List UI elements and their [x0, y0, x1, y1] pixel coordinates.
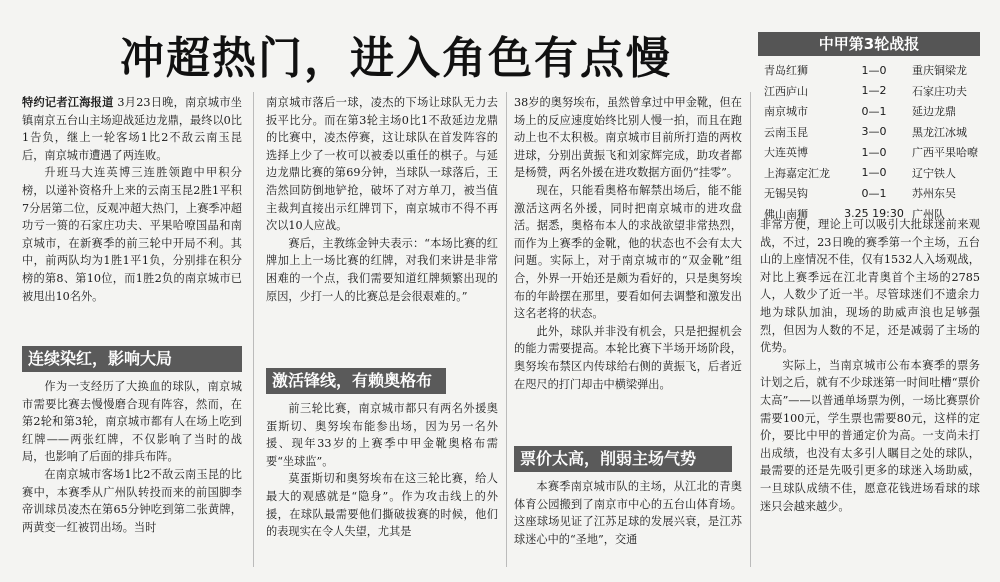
home-team: 青岛红狮 — [764, 64, 808, 78]
article-column-1b — [22, 378, 242, 574]
scoreboard-table — [758, 60, 980, 224]
away-team: 黑龙江冰城 — [912, 125, 967, 139]
paragraph: 非常方便，理论上可以吸引大批球迷前来观战，不过，23日晚的赛季第一个主场，五台山的上座情况不佳，仅有1532人入场观战，对比上赛季远在江北青奥首个主场的2785人，人数少了近一半。尽管球迷们不遗余力地为球队加油，现场的助威声浪也足够强烈，但因为人数的不足，还是减弱了主场的优势。 — [760, 218, 980, 355]
article-column-3 — [514, 94, 742, 438]
score: 3.25 19:30 — [844, 207, 904, 221]
table-row — [758, 81, 980, 102]
score: 1—0 — [861, 145, 887, 159]
home-team: 佛山南狮 — [764, 207, 808, 221]
section-heading: 票价太高，削弱主场气势 — [514, 446, 732, 472]
article-column-4 — [760, 216, 980, 574]
away-team: 苏州东吴 — [912, 187, 956, 201]
paragraph: 38岁的奥努埃布，虽然曾拿过中甲金靴，但在场上的反应速度始终比别人慢一拍，而且在跑动上也不太积极。南京城市目前所打造的两枚进球，分别出黄振飞和刘家辉完成，助攻者都是杨赞，两名外援在进攻数据方面仍“挂零”。 — [514, 96, 742, 180]
away-team: 广西平果哈嘹 — [912, 146, 978, 160]
table-row — [758, 101, 980, 122]
away-team: 广州队 — [912, 207, 945, 221]
away-team: 石家庄功夫 — [912, 84, 967, 98]
byline: 特约记者江海报道 — [22, 96, 114, 109]
paragraph: 作为一支经历了大换血的球队，南京城市需要比赛去慢慢磨合现有阵容，然而，在第2轮和第3轮，南京城市都有人在场上吃到红牌——两张红牌，不仅影响了当时的战局，也影响了后面的排兵布阵。 — [22, 380, 242, 464]
paragraph: 赛后，主教练金钟夫表示：“本场比赛的红牌加上上一场比赛的红牌，对我们来讲是非常困难的一个点，我们需要知道红牌频繁出现的原因，少打一人的比赛总是会很艰难的。” — [266, 236, 498, 303]
paragraph: 升班马大连英博三连胜领跑中甲积分榜，以递补资格升上来的云南玉昆2胜1平积7分居第二位，反观冲超大热门，上赛季冲超功亏一篑的石家庄功夫、平果哈嘹国晶和南京城市，在新赛季的前三轮中开局不利。其中，前两队均为1胜1平1负，分别排在积分榜的第8、第10位，而1胜2负的南京城市已被甩出10名外。 — [22, 166, 242, 303]
lead-paragraph: 3月23日晚，南京城市坐镇南京五台山主场迎战延边龙鼎，最终以0比1告负，继上一轮客场1比2不敌云南玉昆后，南京城市遭遇了两连败。 — [22, 96, 242, 162]
section-heading: 连续染红，影响大局 — [22, 346, 242, 372]
article-column-1 — [22, 94, 242, 342]
section-heading: 激活锋线，有赖奥格布 — [266, 368, 446, 394]
paragraph: 前三轮比赛，南京城市都只有两名外援奥蛋斯切、奥努埃布能参出场，因为另一名外援、现年33岁的上赛季中甲金靴奥格布需要“坐球监”。 — [266, 402, 498, 468]
column-divider — [506, 92, 507, 567]
table-row — [758, 163, 980, 184]
headline: 冲超热门，进入角色有点慢 — [120, 33, 672, 84]
score: 3—0 — [861, 125, 887, 139]
table-row — [758, 122, 980, 143]
scoreboard-box — [758, 32, 980, 224]
score: 0—1 — [861, 104, 887, 118]
home-team: 上海嘉定汇龙 — [764, 166, 830, 180]
score: 0—1 — [861, 186, 887, 200]
home-team: 无锡吴钩 — [764, 187, 808, 201]
away-team: 重庆铜梁龙 — [912, 64, 967, 78]
paragraph: 南京城市落后一球，凌杰的下场让球队无力去扳平比分。而在第3轮主场0比1不敌延边龙鼎的比赛中，凌杰停赛，这让球队在首发阵容的选择上少了一枚可以被委以重任的棋子。与延边龙鼎比赛的第69分钟，当球队一球落后，王浩然回防倒地铲抢，破坏了对方单刀，被当值主裁判直接出示红牌罚下，南京城市不得不再次以10人应战。 — [266, 96, 498, 233]
away-team: 辽宁铁人 — [912, 166, 956, 180]
away-team: 延边龙鼎 — [912, 105, 956, 119]
article-column-2b — [266, 400, 498, 574]
table-row — [758, 183, 980, 204]
home-team: 大连英博 — [764, 146, 808, 160]
article-column-2 — [266, 94, 498, 362]
score: 1—2 — [861, 84, 887, 98]
home-team: 江西庐山 — [764, 84, 808, 98]
column-divider — [750, 92, 751, 567]
table-row — [758, 60, 980, 81]
paragraph: 莫蛋斯切和奥努埃布在这三轮比赛，给人最大的观感就是“隐身”。作为攻击线上的外援，在球队最需要他们撕破拔赛的时候，他们的表现实在令人失望，尤其是 — [266, 472, 498, 539]
column-divider — [253, 92, 254, 567]
paragraph: 在南京城市客场1比2不敌云南玉昆的比赛中，本赛季从广州队转投而来的前国脚李帝训球员凌杰在第65分钟吃到第二张黄牌，两黄变一红被罚出场。当时 — [22, 467, 242, 534]
table-row — [758, 142, 980, 163]
scoreboard-title: 中甲第3轮战报 — [758, 32, 980, 56]
paragraph: 此外，球队并非没有机会，只是把握机会的能力需要提高。本轮比赛下半场开场阶段，奥努埃布禁区内传球给右侧的黄振飞，后者近在咫尺的打门却击中横梁弹出。 — [514, 324, 742, 391]
paragraph: 本赛季南京城市队的主场，从江北的青奥体育公园搬到了南京市中心的五台山体育场。这座球场见证了江苏足球的发展兴衰，是江苏球迷心中的“圣地”，交通 — [514, 480, 742, 546]
home-team: 南京城市 — [764, 105, 808, 119]
home-team: 云南玉昆 — [764, 125, 808, 139]
score: 1—0 — [861, 63, 887, 77]
paragraph: 现在，只能看奥格布解禁出场后，能不能激活这两名外援，同时把南京城市的进攻盘活。据悉，奥格布本人的求战欲望非常热烈，而作为上赛季的金靴，他的状态也不会有太大问题。实际上，对于南京城市的“双金靴”组合，外界一开始还是颇为看好的，只是奥努埃布的年龄摆在那里，要看如何去调整和激发出这名老将的状态。 — [514, 183, 742, 321]
article-column-3b — [514, 478, 742, 574]
score: 1—0 — [861, 166, 887, 180]
paragraph: 实际上，当南京城市公布本赛季的票务计划之后，就有不少球迷第一时间吐槽“票价太高”——以普通单场票为例，一场比赛票价需要100元，学生票也需要80元，这样的定价，要比中甲的普通定价为高。一支尚未打出成绩，也没有太多引人瞩目之处的球队，最需要的还是先吸引更多的球迷入场助威，一旦球队成绩不佳，愿意花钱进场看球的球迷只会越来越少。 — [760, 358, 980, 513]
